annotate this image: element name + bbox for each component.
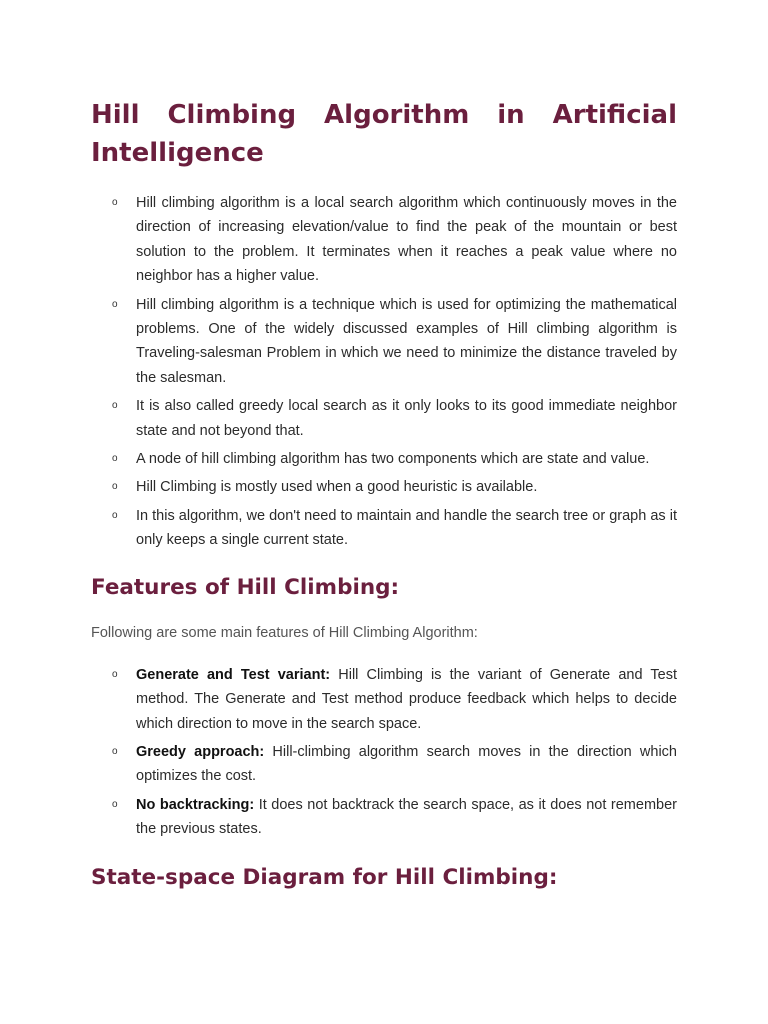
feature-description: It does not backtrack the search space, as it does not remember the previous states. <box>136 796 677 838</box>
bullet-marker: o <box>112 400 118 412</box>
list-item-text: In this algorithm, we don't need to maintain and handle the search tree or graph as it only keeps a single current state. <box>136 507 677 549</box>
list-item <box>91 447 677 471</box>
document-page <box>91 96 677 892</box>
list-item-text: It is also called greedy local search as it only looks to its good immediate neighbor state and not beyond that. <box>136 398 677 439</box>
intro-bullet-list <box>91 191 677 553</box>
feature-term: Greedy approach: <box>136 743 265 760</box>
bullet-marker: o <box>112 197 118 208</box>
bullet-marker: o <box>112 298 118 310</box>
bullet-marker: o <box>112 745 118 757</box>
bullet-marker: o <box>112 668 118 680</box>
list-item-text: Hill climbing algorithm is a technique which is used for optimizing the mathematical problems. One of the widely discussed examples of Hill climbing algorithm is Traveling-salesman Problem in which we need to minimize the distance traveled by the salesman. <box>136 296 677 386</box>
list-item <box>91 663 677 736</box>
feature-description: Hill-climbing algorithm search moves in the direction which optimizes the cost. <box>136 743 677 785</box>
list-item <box>91 191 677 289</box>
bullet-marker: o <box>112 481 118 493</box>
bullet-marker: o <box>112 453 118 465</box>
bullet-marker: o <box>112 798 118 810</box>
feature-term: No backtracking: <box>136 796 255 813</box>
features-intro: Following are some main features of Hill Climbing Algorithm: <box>91 624 478 641</box>
feature-description: Hill Climbing is the variant of Generate and Test method. The Generate and Test method produce feedback which helps to decide which direction to move in the search space. <box>136 666 677 732</box>
page-title: Hill Climbing Algorithm in Artificial Intelligence <box>91 100 677 168</box>
list-item <box>91 504 677 553</box>
features-bullet-list <box>91 663 677 842</box>
bullet-marker: o <box>112 509 118 521</box>
feature-term: Generate and Test variant: <box>136 666 331 683</box>
features-heading: Features of Hill Climbing: <box>91 574 400 600</box>
state-space-heading: State-space Diagram for Hill Climbing: <box>91 864 558 890</box>
list-item <box>91 293 677 391</box>
list-item-text: A node of hill climbing algorithm has two components which are state and value. <box>136 451 650 468</box>
list-item <box>91 394 677 443</box>
list-item-text: Hill climbing algorithm is a local search algorithm which continuously moves in the direction of increasing elevation/value to find the peak of the mountain or best solution to the problem. It terminates when it reaches a peak value where no neighbor has a higher value. <box>136 195 677 285</box>
list-item <box>91 475 677 499</box>
list-item <box>91 793 677 842</box>
list-item <box>91 740 677 789</box>
list-item-text: Hill Climbing is mostly used when a good heuristic is available. <box>136 479 538 496</box>
